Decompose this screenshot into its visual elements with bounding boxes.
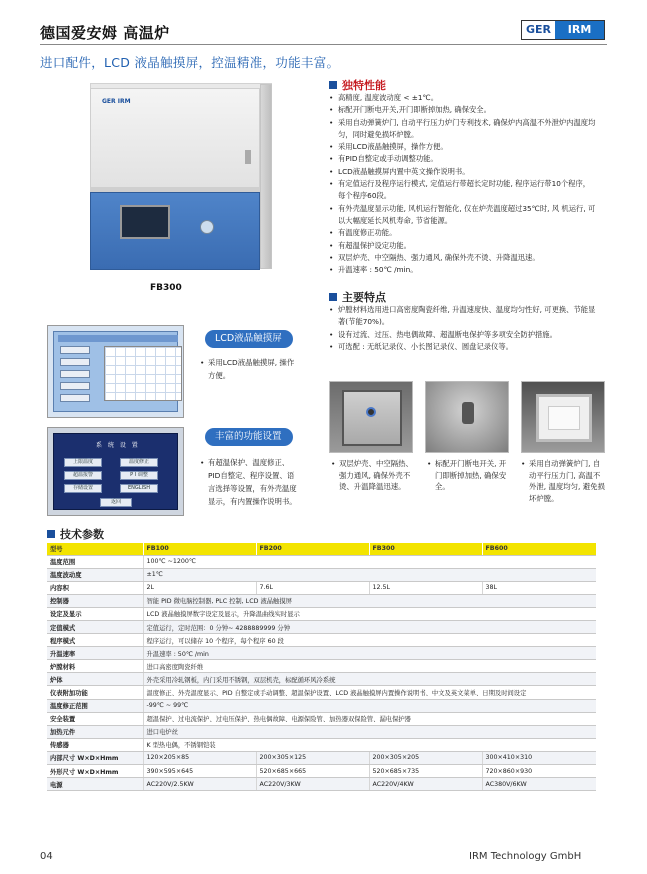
settings-screen-button: 返回 bbox=[100, 498, 132, 507]
table-cell: 定值运行，定时范围：0 分钟~ 4288889999 分钟 bbox=[143, 620, 596, 633]
settings-screen-button: 存储设置 bbox=[64, 484, 102, 493]
settings-screen-button: 超温报警 bbox=[64, 471, 102, 480]
table-row bbox=[47, 568, 596, 581]
lcd-title-bar bbox=[58, 335, 178, 342]
table-header-model: FB100 bbox=[143, 543, 256, 555]
table-cell: 200×305×205 bbox=[369, 751, 482, 764]
lcd-screen-button bbox=[60, 346, 90, 354]
table-row-label: 安全装置 bbox=[47, 712, 143, 725]
features-list bbox=[329, 92, 597, 276]
logo-text-ger: GER bbox=[522, 21, 555, 39]
settings-screen-button: 上限温度 bbox=[64, 458, 102, 467]
table-row-label: 温度范围 bbox=[47, 555, 143, 568]
function-feature-desc: • 有超温保护、温度修正、PID自整定、程序设置、语言选择等设置，有外壳温度显示，有内置操作说明书。 bbox=[200, 456, 300, 508]
detail-photo-door-switch bbox=[425, 381, 509, 453]
table-cell: -99℃ ~ 99℃ bbox=[143, 699, 596, 712]
table-cell: AC220V/4KW bbox=[369, 778, 482, 791]
detail-photo-spring-door bbox=[521, 381, 605, 453]
table-row-label: 升温速率 bbox=[47, 647, 143, 660]
table-cell: 超温保护、过电流保护、过电压保护、热电偶故障、电源保险管、加热器双保险管、漏电保护器 bbox=[143, 712, 596, 725]
furnace-power-knob bbox=[200, 220, 214, 234]
furnace-side bbox=[260, 84, 272, 269]
table-row-label: 外形尺寸 W×D×Hmm bbox=[47, 765, 143, 778]
table-cell: 智能 PID 微电脑控制器, PLC 控制, LCD 液晶触摸屏 bbox=[143, 594, 596, 607]
settings-screen-title: 系 统 设 置 bbox=[96, 442, 140, 449]
list-item: • 有定值运行及程序运行模式, 定值运行带超长定时功能, 程序运行带10个程序，每个程序60段。 bbox=[329, 178, 597, 203]
table-cell: ±1℃ bbox=[143, 568, 596, 581]
furnace-brand-mark: GER IRM bbox=[102, 98, 131, 105]
table-row-label: 仪表附加功能 bbox=[47, 686, 143, 699]
table-cell: 200×305×125 bbox=[256, 751, 369, 764]
detail-caption: • 标配开门断电开关, 开门即断掉加热, 确保安全。 bbox=[427, 458, 511, 493]
table-cell: 12.5L bbox=[369, 581, 482, 594]
list-item: • 升温速率 : 50℃ /min。 bbox=[329, 264, 597, 276]
table-header-model: FB200 bbox=[256, 543, 369, 555]
table-row bbox=[47, 699, 596, 712]
lcd-feature-pill: LCD液晶触摸屏 bbox=[205, 330, 293, 348]
table-header-model: FB600 bbox=[482, 543, 596, 555]
table-cell: 120×205×85 bbox=[143, 751, 256, 764]
list-item: • LCD液晶触摸屏内置中英文操作说明书。 bbox=[329, 166, 597, 178]
table-row bbox=[47, 581, 596, 594]
table-row bbox=[47, 765, 596, 778]
table-cell: AC380V/6KW bbox=[482, 778, 596, 791]
table-cell: 温度修正、外壳温度显示、PID 自整定或手动调整、超温保护设置、LCD 液晶触摸屏内置操作说明书、中文及英文菜单、日期及时间设定 bbox=[143, 686, 596, 699]
furnace-handle bbox=[245, 150, 251, 164]
table-cell: 38L bbox=[482, 581, 596, 594]
lcd-screen-button bbox=[60, 382, 90, 390]
table-cell: 720×860×930 bbox=[482, 765, 596, 778]
lcd-screen-image bbox=[47, 325, 184, 418]
table-row bbox=[47, 738, 596, 751]
table-cell: AC220V/3KW bbox=[256, 778, 369, 791]
table-cell: K 型热电偶，不锈钢铠装 bbox=[143, 738, 596, 751]
table-row bbox=[47, 594, 596, 607]
table-cell: 7.6L bbox=[256, 581, 369, 594]
table-row bbox=[47, 686, 596, 699]
list-item: • 有PID自整定或手动调整功能。 bbox=[329, 153, 597, 165]
table-row-label: 设定及显示 bbox=[47, 607, 143, 620]
table-header-label: 型号 bbox=[47, 543, 143, 555]
list-item: • 双层炉壳、中空隔热、强力通风, 确保外壳不烫、升降温迅速。 bbox=[329, 252, 597, 264]
table-cell: 外壳采用冷轧钢板，内门采用不锈钢，双层机壳，标配循环风冷系统 bbox=[143, 673, 596, 686]
logo-text-irm: IRM bbox=[555, 21, 604, 39]
page-title: 德国爱安姆 高温炉 bbox=[40, 24, 170, 42]
table-header-model: FB300 bbox=[369, 543, 482, 555]
table-cell: 100℃ ~1200℃ bbox=[143, 555, 596, 568]
brand-logo bbox=[521, 20, 605, 40]
spec-heading: 技术参数 bbox=[47, 526, 104, 542]
table-cell: LCD 液晶触摸屏数字设定及显示，升降温曲线实时显示 bbox=[143, 607, 596, 620]
lcd-screen-button bbox=[60, 358, 90, 366]
table-row bbox=[47, 778, 596, 791]
table-cell: 300×410×310 bbox=[482, 751, 596, 764]
table-row-label: 炉体 bbox=[47, 673, 143, 686]
table-header-row bbox=[47, 543, 596, 555]
page-subtitle: 进口配件，LCD 液晶触摸屏，控温精准，功能丰富。 bbox=[40, 55, 340, 70]
main-features-heading: 主要特点 bbox=[329, 289, 386, 305]
table-cell: 520×685×665 bbox=[256, 765, 369, 778]
table-cell: 升温速率 : 50℃ /min bbox=[143, 647, 596, 660]
table-row-label: 内容积 bbox=[47, 581, 143, 594]
table-row bbox=[47, 660, 596, 673]
function-feature-pill: 丰富的功能设置 bbox=[205, 428, 293, 446]
table-cell: 2L bbox=[143, 581, 256, 594]
table-cell: AC220V/2.5KW bbox=[143, 778, 256, 791]
list-item: • 可选配 : 无纸记录仪、小长图记录仪、圆盘记录仪等。 bbox=[329, 341, 597, 353]
table-cell: 进口高密度陶瓷纤维 bbox=[143, 660, 596, 673]
table-row bbox=[47, 647, 596, 660]
table-row bbox=[47, 673, 596, 686]
company-name: IRM Technology GmbH bbox=[469, 851, 582, 862]
table-row bbox=[47, 607, 596, 620]
table-cell: 进口电炉丝 bbox=[143, 725, 596, 738]
settings-screen-image bbox=[47, 427, 184, 516]
table-row-label: 电源 bbox=[47, 778, 143, 791]
table-row-label: 控制器 bbox=[47, 594, 143, 607]
table-row-label: 内部尺寸 W×D×Hmm bbox=[47, 751, 143, 764]
spec-table bbox=[47, 543, 596, 791]
table-cell: 程序运行，可以储存 10 个程序，每个程序 60 段 bbox=[143, 634, 596, 647]
table-row bbox=[47, 751, 596, 764]
product-image bbox=[50, 80, 318, 302]
table-row-label: 炉膛材料 bbox=[47, 660, 143, 673]
square-bullet-icon bbox=[47, 530, 55, 538]
table-row-label: 定值模式 bbox=[47, 620, 143, 633]
list-item: • 标配开门断电开关,开门即断掉加热, 确保安全。 bbox=[329, 104, 597, 116]
settings-screen-button: 温度修正 bbox=[120, 458, 158, 467]
lcd-feature-desc: • 采用LCD液晶触摸屏, 操作方便。 bbox=[200, 356, 300, 382]
square-bullet-icon bbox=[329, 293, 337, 301]
square-bullet-icon bbox=[329, 81, 337, 89]
features-heading: 独特性能 bbox=[329, 77, 386, 93]
main-features-list bbox=[329, 304, 597, 353]
table-row-label: 程序模式 bbox=[47, 634, 143, 647]
table-row-label: 传感器 bbox=[47, 738, 143, 751]
lcd-curve-grid bbox=[104, 346, 182, 401]
list-item: • 有温度修正功能。 bbox=[329, 227, 597, 239]
list-item: • 有超温保护设定功能。 bbox=[329, 240, 597, 252]
table-row-label: 温度波动度 bbox=[47, 568, 143, 581]
list-item: • 采用LCD液晶触摸屏，操作方便。 bbox=[329, 141, 597, 153]
furnace-control-base bbox=[90, 192, 260, 270]
product-model-name: FB300 bbox=[150, 283, 182, 293]
list-item: • 高精度, 温度波动度 < ±1℃。 bbox=[329, 92, 597, 104]
list-item: • 设有过流、过压、热电偶故障、超温断电保护等多项安全防护措施。 bbox=[329, 329, 597, 341]
lcd-screen-button bbox=[60, 370, 90, 378]
table-row bbox=[47, 712, 596, 725]
list-item: • 采用自动弹簧炉门, 自动平行压力炉门专利技术, 确保炉内高温不外泄炉内温度均匀，同时避免损坏炉膛。 bbox=[329, 117, 597, 142]
detail-caption: • 采用自动弹簧炉门, 自动平行压力门, 高温不外泄, 温度均匀, 避免损坏炉膛。 bbox=[521, 458, 605, 504]
table-row bbox=[47, 634, 596, 647]
page-number: 04 bbox=[40, 851, 53, 862]
table-row bbox=[47, 620, 596, 633]
furnace-screen bbox=[120, 205, 170, 239]
table-cell: 520×685×735 bbox=[369, 765, 482, 778]
table-row-label: 加热元件 bbox=[47, 725, 143, 738]
settings-screen-button: ENGLISH bbox=[120, 484, 158, 493]
list-item: • 有外壳温度显示功能, 风机运行智能化, 仅在炉壳温度超过35℃时, 风 机运行, 可以大幅度延长风机寿命, 节省能源。 bbox=[329, 203, 597, 228]
lcd-screen-button bbox=[60, 394, 90, 402]
list-item: • 炉膛材料选用进口高密度陶瓷纤维, 升温速度快、温度均匀性好, 可更换、节能显著(节能70%)。 bbox=[329, 304, 597, 329]
settings-screen-button: P I 调整 bbox=[120, 471, 158, 480]
table-row bbox=[47, 555, 596, 568]
detail-caption: • 双层炉壳、中空隔热、强力通风, 确保外壳不烫、升温降温迅速。 bbox=[331, 458, 415, 493]
header-divider bbox=[40, 44, 607, 45]
table-row bbox=[47, 725, 596, 738]
detail-photo-double-shell bbox=[329, 381, 413, 453]
table-cell: 390×595×645 bbox=[143, 765, 256, 778]
table-row-label: 温度修正范围 bbox=[47, 699, 143, 712]
